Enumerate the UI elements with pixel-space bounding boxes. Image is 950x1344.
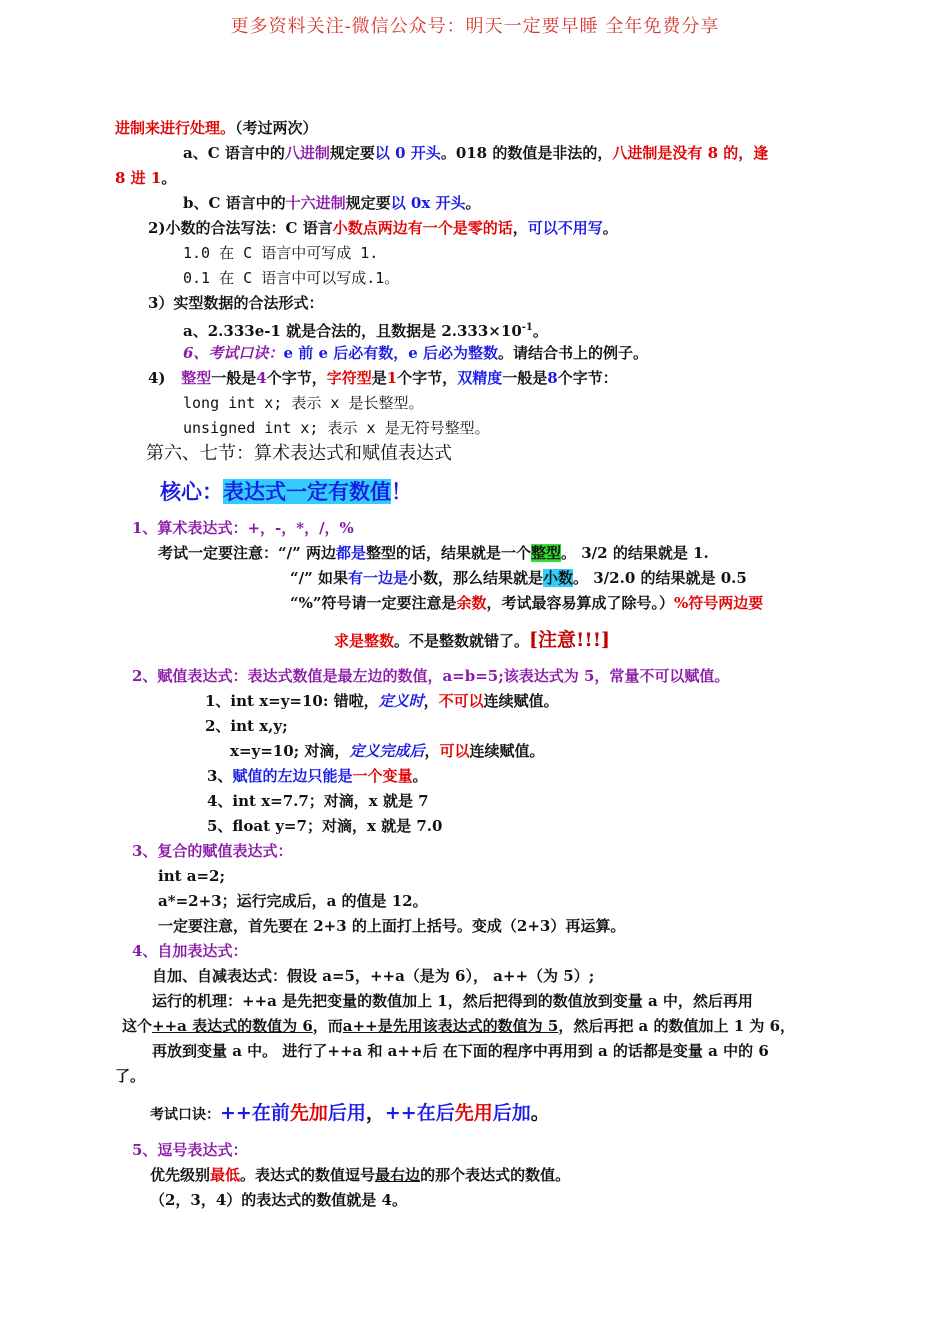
text: 优先级别: [150, 1166, 211, 1184]
heading-compound: 3、复合的赋值表达式：: [132, 842, 293, 860]
text: 这个: [122, 1017, 153, 1035]
text-purple: 6、考试口诀：: [183, 344, 284, 362]
text-blue: e 前 e 后必有数，e 后必为整数: [283, 344, 498, 362]
text: 。 3/2.0 的结果就是 0.5: [573, 569, 747, 587]
text: 考试一定要注意：“/” 两边: [158, 544, 336, 562]
text: “%”符号请一定要注意是: [290, 594, 457, 612]
core-statement: [160, 478, 412, 506]
text-blue: 可以不用写: [527, 219, 603, 237]
line-comma-1: [150, 1165, 570, 1185]
text: 考试口诀：: [150, 1107, 220, 1123]
line-division-int: [158, 543, 709, 563]
text: 1、int x=y=10: 错啦，: [205, 692, 379, 710]
text: ，: [365, 1102, 385, 1124]
text-blue: 有一边是: [347, 569, 408, 587]
text: 规定要: [329, 144, 375, 162]
line-decimal-rule: [148, 218, 618, 238]
text-red: 八进制是没有 8 的，逢: [612, 144, 769, 162]
line-assign-2: 2、int x,y;: [205, 717, 288, 735]
text: 连续赋值。: [469, 742, 545, 760]
text: b、C 语言中的: [183, 194, 286, 212]
line-assign-5: 5、float y=7；对滴，x 就是 7.0: [207, 817, 443, 835]
heading-arithmetic: 1、算术表达式：+，-，*，/，%: [132, 519, 354, 537]
text: ，: [512, 219, 528, 237]
text-red: 可以: [439, 742, 470, 760]
keyword-double: 双精度: [457, 369, 503, 387]
text-red: 不可以: [438, 692, 484, 710]
text: （考过两次）: [235, 119, 318, 137]
text-red: 进制来进行处理。: [115, 119, 236, 137]
line-modulo: [290, 593, 763, 613]
text: 整型的话，结果就是一个: [365, 544, 531, 562]
text: 个字节，: [266, 369, 327, 387]
text-blue: 定义时: [378, 692, 424, 710]
text: 连续赋值。: [483, 692, 559, 710]
text: 的那个表达式的数值。: [420, 1166, 571, 1184]
line-increment-5: 了。: [115, 1067, 146, 1085]
text: 。: [161, 169, 177, 187]
text-red: %符号两边要: [674, 594, 764, 612]
text: ，考试最容易算成了除号。）: [486, 594, 675, 612]
superscript: -1: [521, 322, 533, 333]
line-long-int: long int x; 表示 x 是长整型。: [183, 394, 424, 412]
highlight-box: 表达式一定有数值: [223, 479, 391, 504]
text: 4): [148, 369, 166, 387]
text: ，: [424, 742, 440, 760]
text: 一般是: [502, 369, 548, 387]
line-compound-2: a*=2+3；运行完成后，a 的值是 12。: [158, 892, 428, 910]
line-assign-3: [207, 766, 427, 786]
text: a、2.333e-1 就是合法的，且数据是 2.333×10: [183, 322, 522, 340]
keyword-octal: 八进制: [284, 144, 330, 162]
section-title: 第六、七节：算术表达式和赋值表达式: [146, 443, 452, 464]
text: 。表达式的数值逗号: [240, 1166, 376, 1184]
text: 。: [530, 1102, 550, 1124]
text-red: 先加: [289, 1102, 328, 1124]
line-assign-4: 4、int x=7.7；对滴，x 就是 7: [207, 792, 429, 810]
line-modulo-cont: [334, 628, 610, 653]
text: 规定要: [345, 194, 391, 212]
text-red: 8 进 1: [115, 169, 162, 187]
highlight-cyan: 小数: [543, 569, 574, 587]
line-comma-2: （2，3，4）的表达式的数值就是 4。: [150, 1191, 407, 1209]
text-blue: 赋值的左边只能是: [232, 767, 353, 785]
line-compound-3: 一定要注意，首先要在 2+3 的上面打上括号。变成（2+3）再运算。: [158, 917, 626, 935]
number: 1: [386, 369, 398, 387]
line-decimal-example-2: 0.1 在 C 语言中可以写成.1。: [183, 269, 400, 287]
line-octal-rule-cont: [115, 168, 176, 188]
line-continuation: [115, 118, 318, 138]
text: ！: [391, 479, 412, 504]
text: 个字节：: [557, 369, 618, 387]
text: 。: [412, 767, 428, 785]
keyword-char: 字符型: [326, 369, 372, 387]
text-red: 小数点两边有一个是零的话: [332, 219, 513, 237]
warning-note: [注意!!!]: [529, 629, 611, 651]
text: ，然后再把 a 的数值加上 1 为 6，: [558, 1017, 796, 1035]
text: 。: [602, 219, 618, 237]
text-blue: ++在后: [384, 1102, 455, 1124]
keyword-int: 整型: [181, 369, 212, 387]
keyword-hex: 十六进制: [285, 194, 346, 212]
line-assign-1: [205, 691, 559, 711]
text: x=y=10; 对滴，: [230, 742, 350, 760]
line-increment-4: 再放到变量 a 中。 进行了++a 和 a++后 在下面的程序中再用到 a 的话都是变量 a 中的 6: [152, 1042, 769, 1060]
text: ，: [423, 692, 439, 710]
text-underlined: ++a 表达式的数值为 6: [152, 1017, 313, 1035]
text-red: 最低: [210, 1166, 241, 1184]
text: 。不是整数就错了。: [394, 632, 530, 650]
text-red: 求是整数: [334, 632, 395, 650]
highlight-green: 整型: [531, 544, 562, 562]
line-decimal-example-1: 1.0 在 C 语言中可写成 1.: [183, 244, 379, 262]
text-blue: 定义完成后: [349, 742, 425, 760]
text-red: 余数: [456, 594, 487, 612]
number: 4: [256, 369, 267, 387]
keyword-start-zero: 以 0 开头: [374, 144, 441, 162]
heading-comma: 5、逗号表达式：: [132, 1141, 248, 1159]
text: 。018 的数值是非法的，: [440, 144, 613, 162]
line-increment-1: 自加、自减表达式：假设 a=5，++a（是为 6）， a++（为 5）;: [152, 967, 595, 985]
text: a、C 语言中的: [183, 144, 285, 162]
line-increment-2: 运行的机理：++a 是先把变量的数值加上 1，然后把得到的数值放到变量 a 中，然后再用: [152, 992, 753, 1010]
heading-assignment: 2、赋值表达式：表达式数值是最左边的数值，a=b=5;该表达式为 5，常量不可以赋值。: [132, 667, 730, 685]
text: 。请结合书上的例子。: [497, 344, 648, 362]
text-underlined: 最右边: [375, 1166, 421, 1184]
line-octal-rule: [183, 143, 768, 163]
text: “/” 如果: [290, 569, 348, 587]
text-blue: 都是: [335, 544, 366, 562]
text: 。: [532, 322, 548, 340]
line-type-sizes: [148, 368, 618, 388]
line-increment-3: [122, 1016, 795, 1036]
text-red: 先用: [454, 1102, 493, 1124]
text-blue: ++在前: [220, 1102, 290, 1124]
line-unsigned-int: unsigned int x; 表示 x 是无符号整型。: [183, 419, 490, 437]
line-increment-mnemonic: [150, 1100, 550, 1128]
text-blue: 后加: [492, 1102, 531, 1124]
line-hex-rule: [183, 193, 481, 213]
text: 一般是: [211, 369, 257, 387]
text: 是: [371, 369, 387, 387]
line-exam-mnemonic-e: [183, 343, 648, 363]
heading-increment: 4、自加表达式：: [132, 942, 248, 960]
text: 个字节，: [397, 369, 458, 387]
page-header-banner: 更多资料关注-微信公众号：明天一定要早睡 全年免费分享: [230, 16, 720, 37]
text-red: 一个变量: [352, 767, 413, 785]
number: 8: [547, 369, 558, 387]
line-compound-1: int a=2;: [158, 867, 226, 885]
keyword-start-0x: 以 0x 开头: [390, 194, 466, 212]
line-division-float: [290, 568, 747, 588]
text: ，而: [312, 1017, 343, 1035]
text: 。: [465, 194, 481, 212]
text: 小数，那么结果就是: [407, 569, 543, 587]
text-underlined: a++是先用该表达式的数值为 5: [342, 1017, 559, 1035]
text: 2)小数的合法写法：C 语言: [148, 219, 333, 237]
text: 核心：: [160, 479, 223, 504]
text: 3、: [207, 767, 233, 785]
line-real-heading: 3）实型数据的合法形式：: [148, 294, 324, 312]
line-real-example: [183, 318, 548, 341]
line-assign-2b: [230, 741, 545, 761]
text-blue: 后用: [327, 1102, 366, 1124]
text: 。 3/2 的结果就是 1.: [561, 544, 709, 562]
